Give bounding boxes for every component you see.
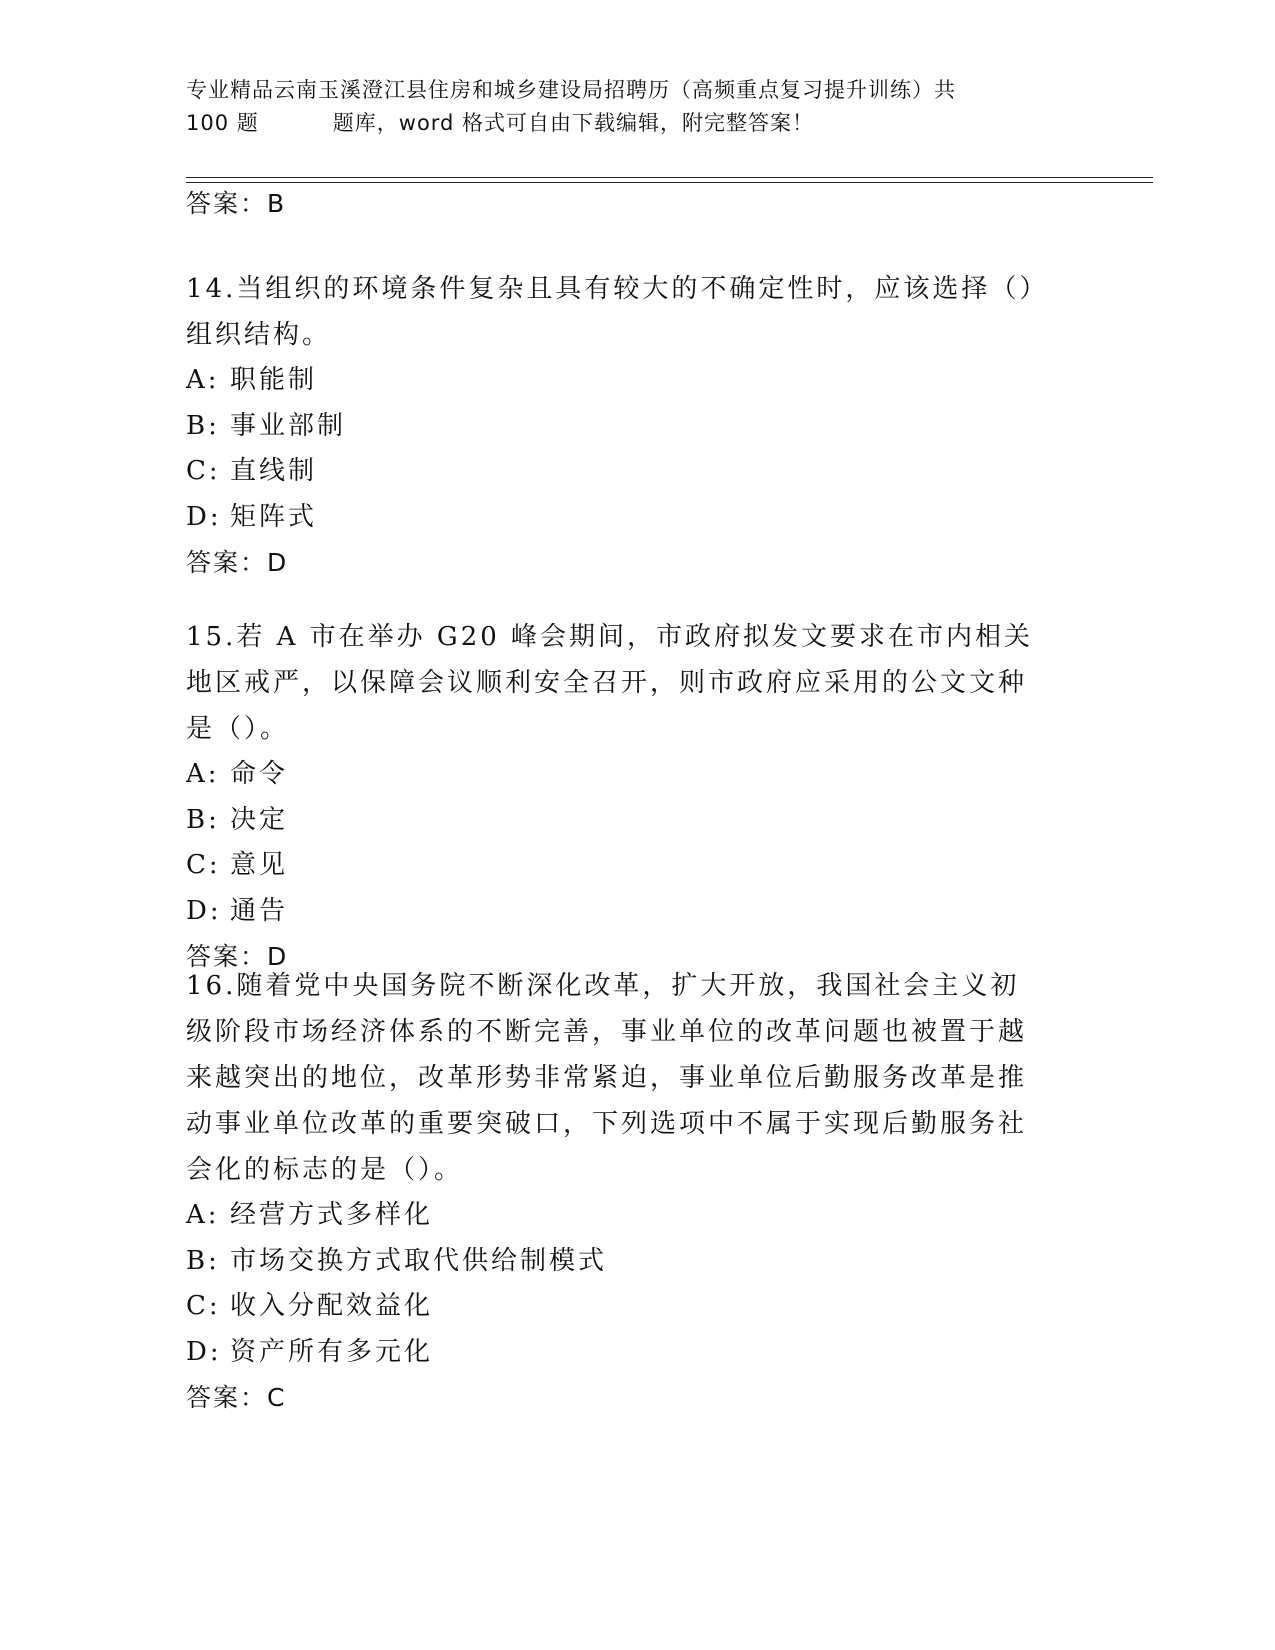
option-letter: A:	[186, 1200, 220, 1230]
answer: 答案：D	[186, 548, 289, 577]
option-c	[186, 1284, 1086, 1330]
page-header	[186, 74, 1086, 140]
previous-answer: 答案：B	[186, 189, 287, 218]
question-15	[186, 614, 1086, 980]
option-letter: C:	[186, 456, 221, 486]
option-c	[186, 843, 1086, 889]
question-16	[186, 963, 1086, 1421]
option-letter: B:	[186, 410, 220, 441]
option-a	[186, 1193, 1086, 1239]
option-text: 通告	[230, 895, 289, 926]
option-letter: D:	[186, 501, 222, 532]
option-d	[186, 1330, 1086, 1376]
option-text: 经营方式多样化	[230, 1200, 434, 1230]
answer: 答案：C	[186, 1383, 287, 1412]
option-letter: D:	[186, 1336, 222, 1367]
question-text: 16.随着党中央国务院不断深化改革，扩大开放，我国社会主义初级阶段市场经济体系的不断完善，事业单位的改革问题也被置于越来越突出的地位，改革形势非常紧迫，事业单位后勤服务改革是推动事业单位改革的重要突破口，下列选项中不属于实现后勤服务社会化的标志的是（）。	[186, 971, 1028, 1185]
option-a	[186, 358, 1086, 404]
option-d	[186, 889, 1086, 935]
option-letter: A:	[186, 759, 220, 789]
header-title-line2	[186, 107, 1086, 140]
header-title-line1: 专业精品云南玉溪澄江县住房和城乡建设局招聘历（高频重点复习提升训练）共	[186, 78, 956, 102]
answer: 答案：D	[186, 942, 289, 971]
option-letter: C:	[186, 1291, 221, 1321]
option-text: 市场交换方式取代供给制模式	[230, 1245, 608, 1276]
option-text: 决定	[230, 804, 289, 835]
option-b	[186, 798, 1086, 844]
question-14	[186, 266, 1086, 586]
header-divider-top	[186, 177, 1153, 178]
option-c	[186, 449, 1086, 495]
option-letter: A:	[186, 365, 220, 395]
option-text: 矩阵式	[230, 501, 318, 532]
option-text: 命令	[230, 759, 289, 789]
option-text: 资产所有多元化	[230, 1336, 434, 1367]
option-letter: D:	[186, 895, 222, 926]
question-text: 14.当组织的环境条件复杂且具有较大的不确定性时，应该选择（）组织结构。	[186, 274, 1036, 350]
option-letter: B:	[186, 804, 220, 835]
option-d	[186, 495, 1086, 541]
question-text: 15.若 A 市在举办 G20 峰会期间，市政府拟发文要求在市内相关地区戒严，以保障会议顺利安全召开，则市政府应采用的公文文种是（）。	[186, 622, 1034, 744]
option-text: 意见	[230, 850, 289, 880]
option-b	[186, 404, 1086, 450]
option-text: 事业部制	[230, 410, 347, 441]
option-letter: B:	[186, 1245, 220, 1276]
option-b	[186, 1239, 1086, 1285]
option-text: 直线制	[230, 456, 318, 486]
header-description: 题库，word 格式可自由下载编辑，附完整答案！	[332, 111, 815, 135]
header-question-count: 100 题	[186, 111, 259, 135]
option-a	[186, 752, 1086, 798]
option-text: 职能制	[230, 365, 318, 395]
option-text: 收入分配效益化	[230, 1291, 434, 1321]
header-divider-bottom	[186, 182, 1153, 183]
option-letter: C:	[186, 850, 221, 880]
